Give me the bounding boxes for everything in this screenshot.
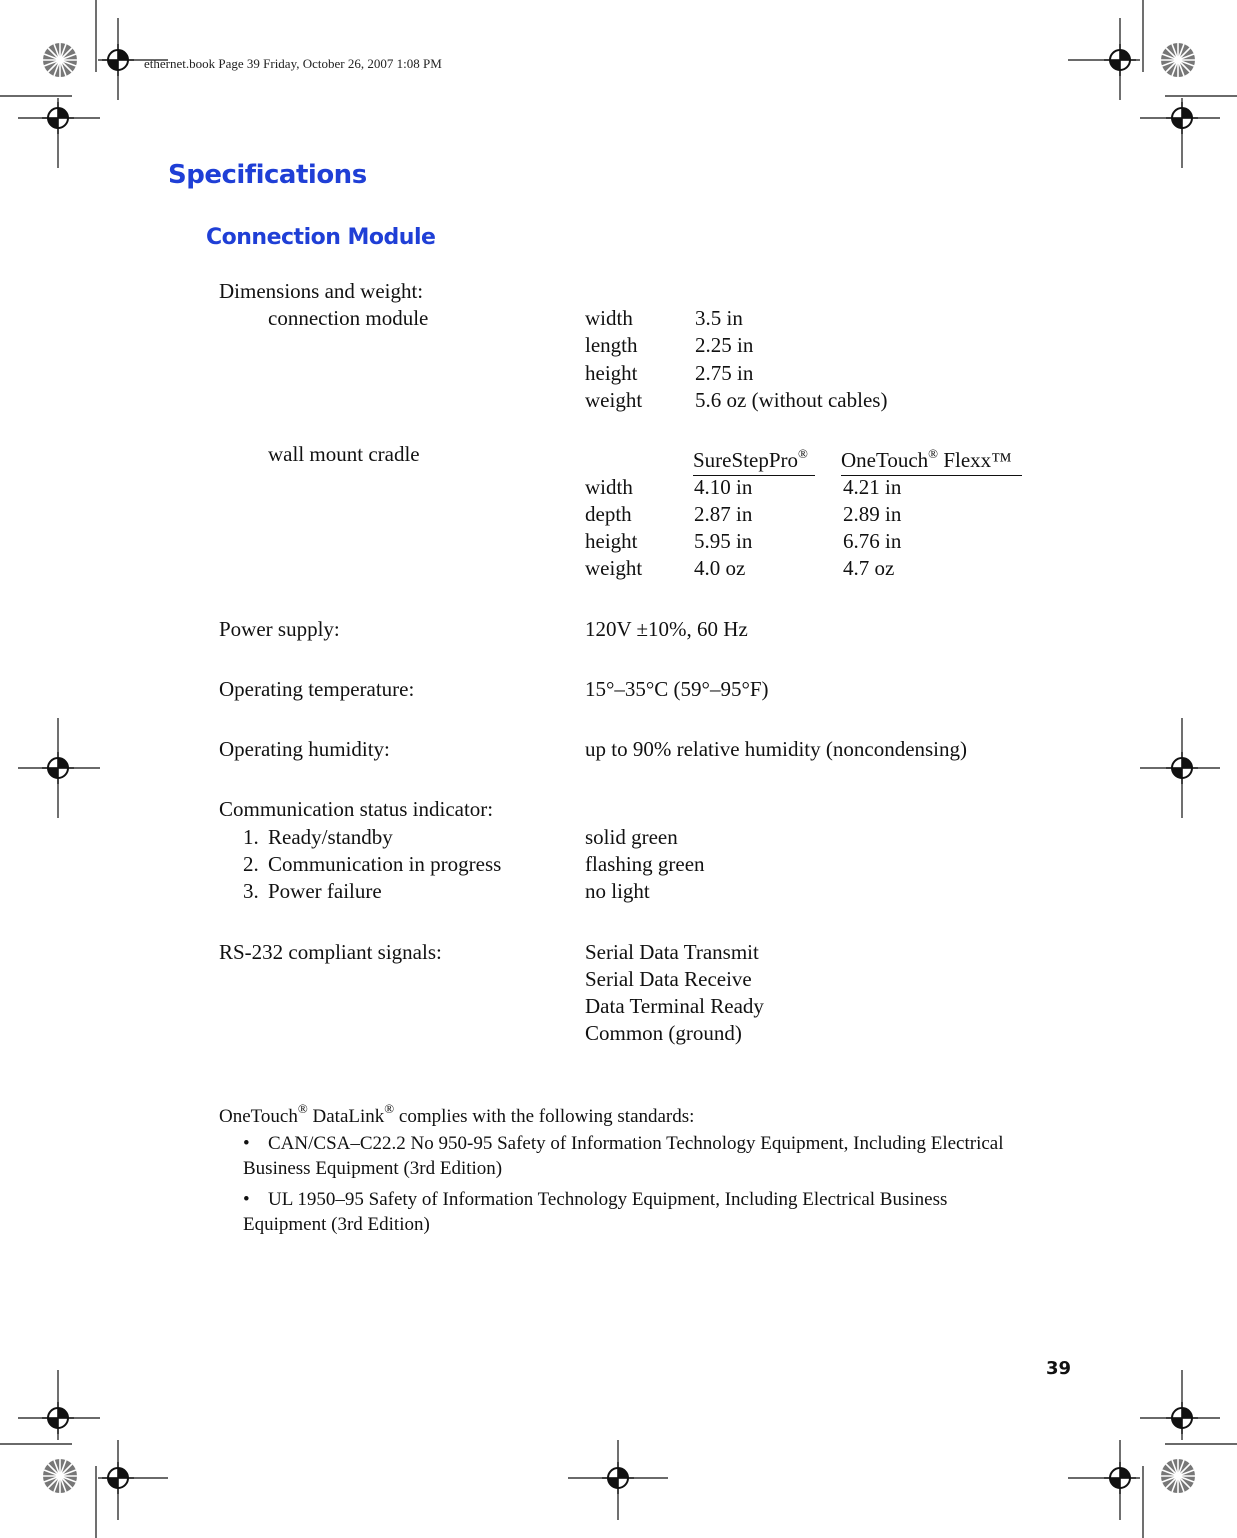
standards-intro: OneTouch® DataLink® complies with the following standards: [219,1101,695,1127]
rs232-signal: Serial Data Receive [585,967,752,991]
standard-item-line: Equipment (3rd Edition) [243,1214,430,1235]
status-item-number: 1. [243,825,259,849]
cradle-row-name: width [585,475,633,499]
cradle-row-value-b: 6.76 in [843,529,902,553]
cradle-column-header-onetouch: OneTouch® Flexx™ [841,447,1022,476]
status-item-value: solid green [585,825,678,849]
cradle-row-value-a: 4.10 in [694,475,753,499]
status-item-name: Communication in progress [268,852,502,876]
cradle-column-header-surestep: SureStepPro® [693,447,815,476]
standard-item-line: CAN/CSA–C22.2 No 950-95 Safety of Information Technology Equipment, Including Electrical [268,1133,1004,1154]
standard-item-line: UL 1950–95 Safety of Information Technology Equipment, Including Electrical Business [268,1189,948,1210]
cradle-row-value-b: 4.21 in [843,475,902,499]
print-header-line: ethernet.book Page 39 Friday, October 26, 2007 1:08 PM [144,56,442,71]
cm-row-value: 5.6 oz (without cables) [695,388,888,412]
page-number: 39 [1046,1358,1072,1379]
cm-row-name: length [585,333,638,357]
power-supply-value: 120V ±10%, 60 Hz [585,617,748,641]
cradle-row-name: height [585,529,638,553]
page-title: Specifications [168,160,367,190]
cm-row-value: 2.25 in [695,333,754,357]
status-item-name: Power failure [268,879,382,903]
operating-humidity-value: up to 90% relative humidity (noncondensing) [585,737,968,761]
operating-temperature-value: 15°–35°C (59°–95°F) [585,677,769,701]
rs232-signal: Data Terminal Ready [585,994,764,1018]
cm-row-value: 3.5 in [695,306,743,330]
connection-module-label: connection module [268,306,429,330]
status-item-name: Ready/standby [268,825,393,849]
cradle-row-value-b: 2.89 in [843,502,902,526]
wall-mount-cradle-label: wall mount cradle [268,442,420,466]
cm-row-value: 2.75 in [695,361,754,385]
status-item-number: 3. [243,879,259,903]
cradle-row-value-b: 4.7 oz [843,556,895,580]
cm-row-name: width [585,306,633,330]
cradle-row-name: weight [585,556,643,580]
status-indicator-label: Communication status indicator: [219,797,494,821]
rs232-label: RS-232 compliant signals: [219,940,442,964]
standards-bullet: • [243,1189,250,1210]
dimensions-label: Dimensions and weight: [219,279,424,303]
standard-item-line: Business Equipment (3rd Edition) [243,1158,503,1179]
cradle-row-name: depth [585,502,632,526]
cradle-row-value-a: 2.87 in [694,502,753,526]
power-supply-label: Power supply: [219,617,340,641]
status-item-number: 2. [243,852,259,876]
status-item-value: flashing green [585,852,705,876]
rs232-signal: Common (ground) [585,1021,742,1045]
cm-row-name: height [585,361,638,385]
rs232-signal: Serial Data Transmit [585,940,759,964]
operating-humidity-label: Operating humidity: [219,737,390,761]
section-heading: Connection Module [206,225,436,250]
status-item-value: no light [585,879,650,903]
cm-row-name: weight [585,388,643,412]
cradle-row-value-a: 4.0 oz [694,556,746,580]
standards-bullet: • [243,1133,250,1154]
operating-temperature-label: Operating temperature: [219,677,415,701]
cradle-row-value-a: 5.95 in [694,529,753,553]
